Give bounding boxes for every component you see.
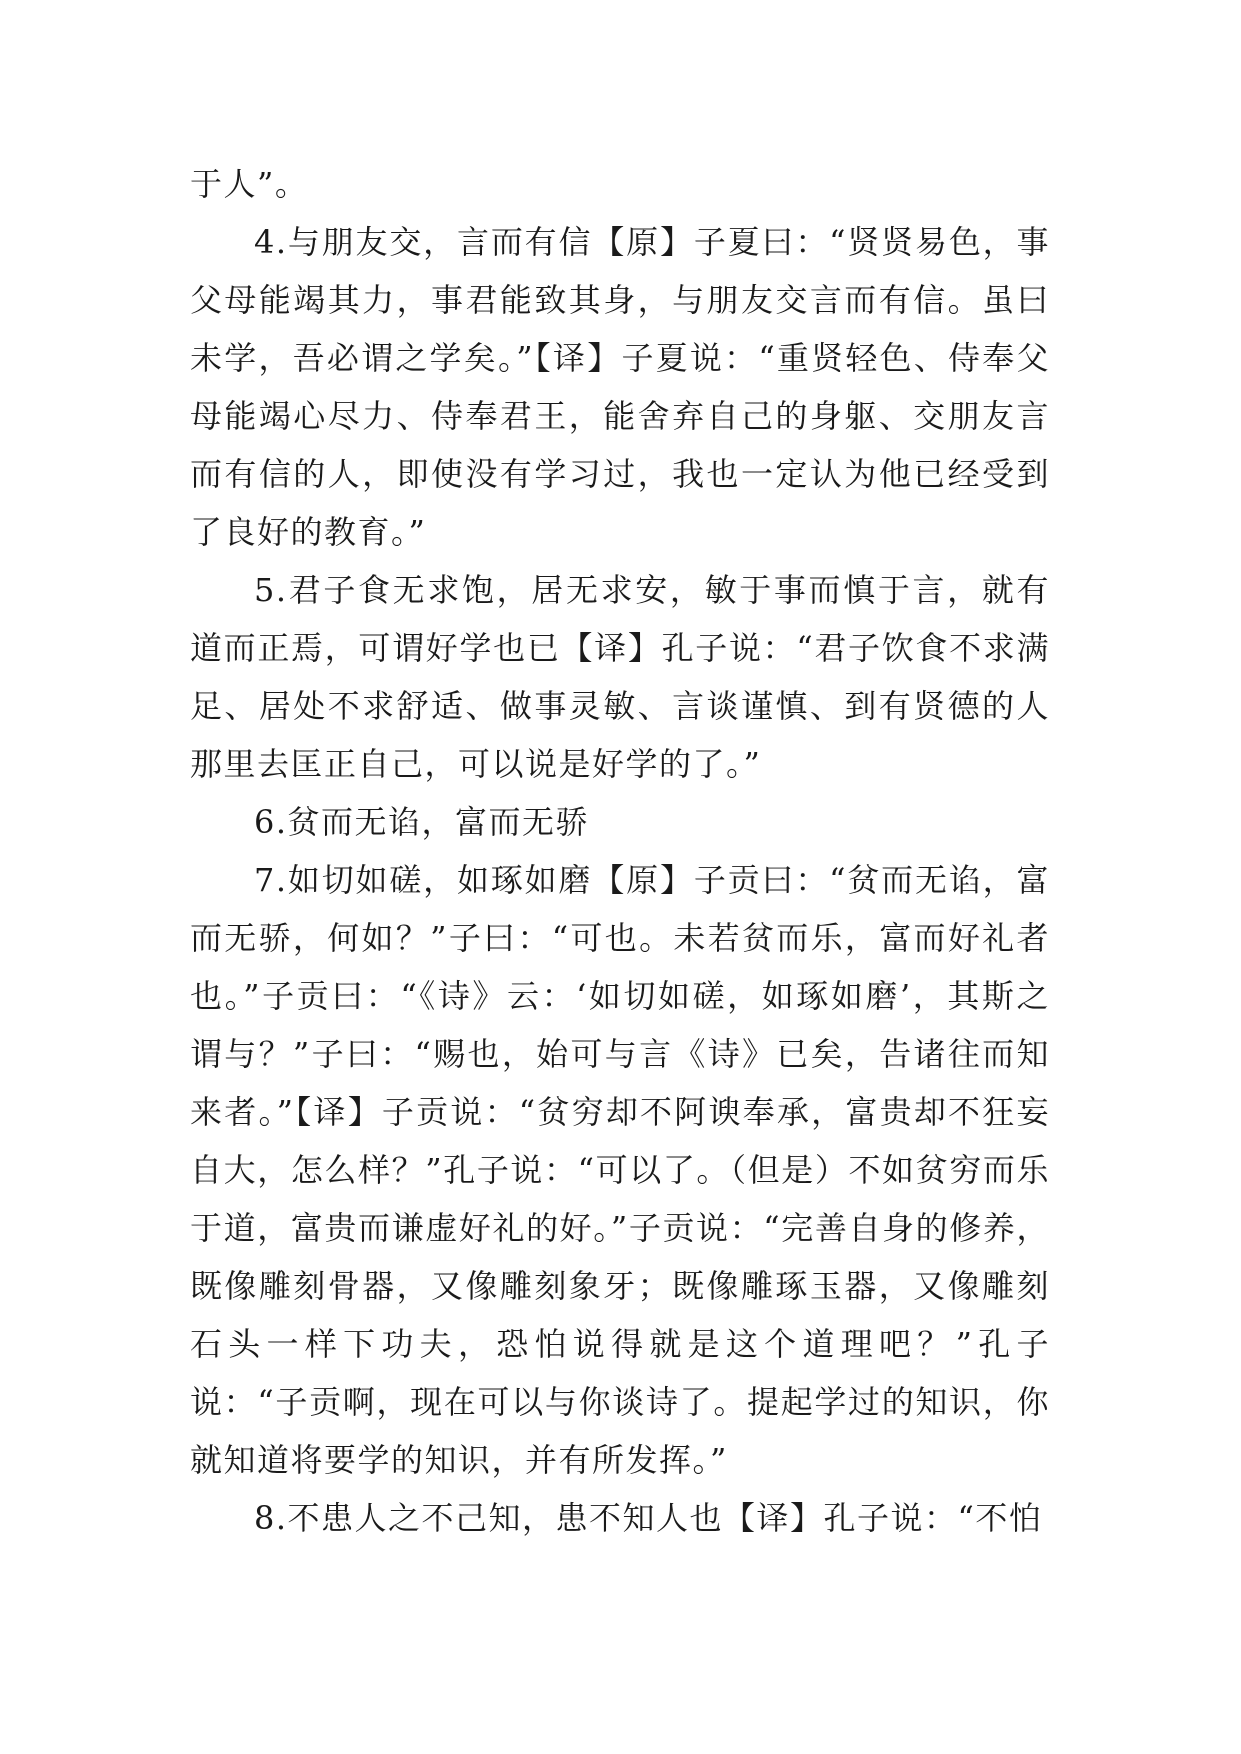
paragraph-item-7: 7.如切如磋，如琢如磨【原】子贡曰：“贫而无谄，富而无骄，何如？”子曰：“可也。未若贫而乐，富而好礼者也。”子贡曰：“《诗》云：‘如切如磋，如琢如磨’，其斯之谓与？”子曰：“赐也，始可与言《诗》已矣，告诸往而知来者。”【译】子贡说：“贫穷却不阿谀奉承，富贵却不狂妄自大，怎么样？”孔子说：“可以了。（但是）不如贫穷而乐于道，富贵而谦虚好礼的好。”子贡说：“完善自身的修养，既像雕刻骨器，又像雕刻象牙；既像雕琢玉器，又像雕刻石头一样下功夫，恐怕说得就是这个道理吧？”孔子说：“子贡啊，现在可以与你谈诗了。提起学过的知识，你就知道将要学的知识，并有所发挥。”	[190, 861, 1050, 1479]
paragraph-item-6: 6.贫而无谄，富而无骄	[254, 803, 590, 841]
paragraph-continuation: 于人”。	[190, 165, 309, 203]
document-body	[190, 155, 1050, 1547]
paragraph-item-5: 5.君子食无求饱，居无求安，敏于事而慎于言，就有道而正焉，可谓好学也已【译】孔子说：“君子饮食不求满足、居处不求舒适、做事灵敏、言谈谨慎、到有贤德的人那里去匡正自己，可以说是好学的了。”	[190, 571, 1050, 783]
paragraph-item-4: 4.与朋友交，言而有信【原】子夏曰：“贤贤易色，事父母能竭其力，事君能致其身，与朋友交言而有信。虽曰未学，吾必谓之学矣。”【译】子夏说：“重贤轻色、侍奉父母能竭心尽力、侍奉君王，能舍弃自己的身躯、交朋友言而有信的人，即使没有学习过，我也一定认为他已经受到了良好的教育。”	[190, 223, 1050, 551]
paragraph-item-8: 8.不患人之不己知，患不知人也【译】孔子说：“不怕	[254, 1499, 1043, 1537]
